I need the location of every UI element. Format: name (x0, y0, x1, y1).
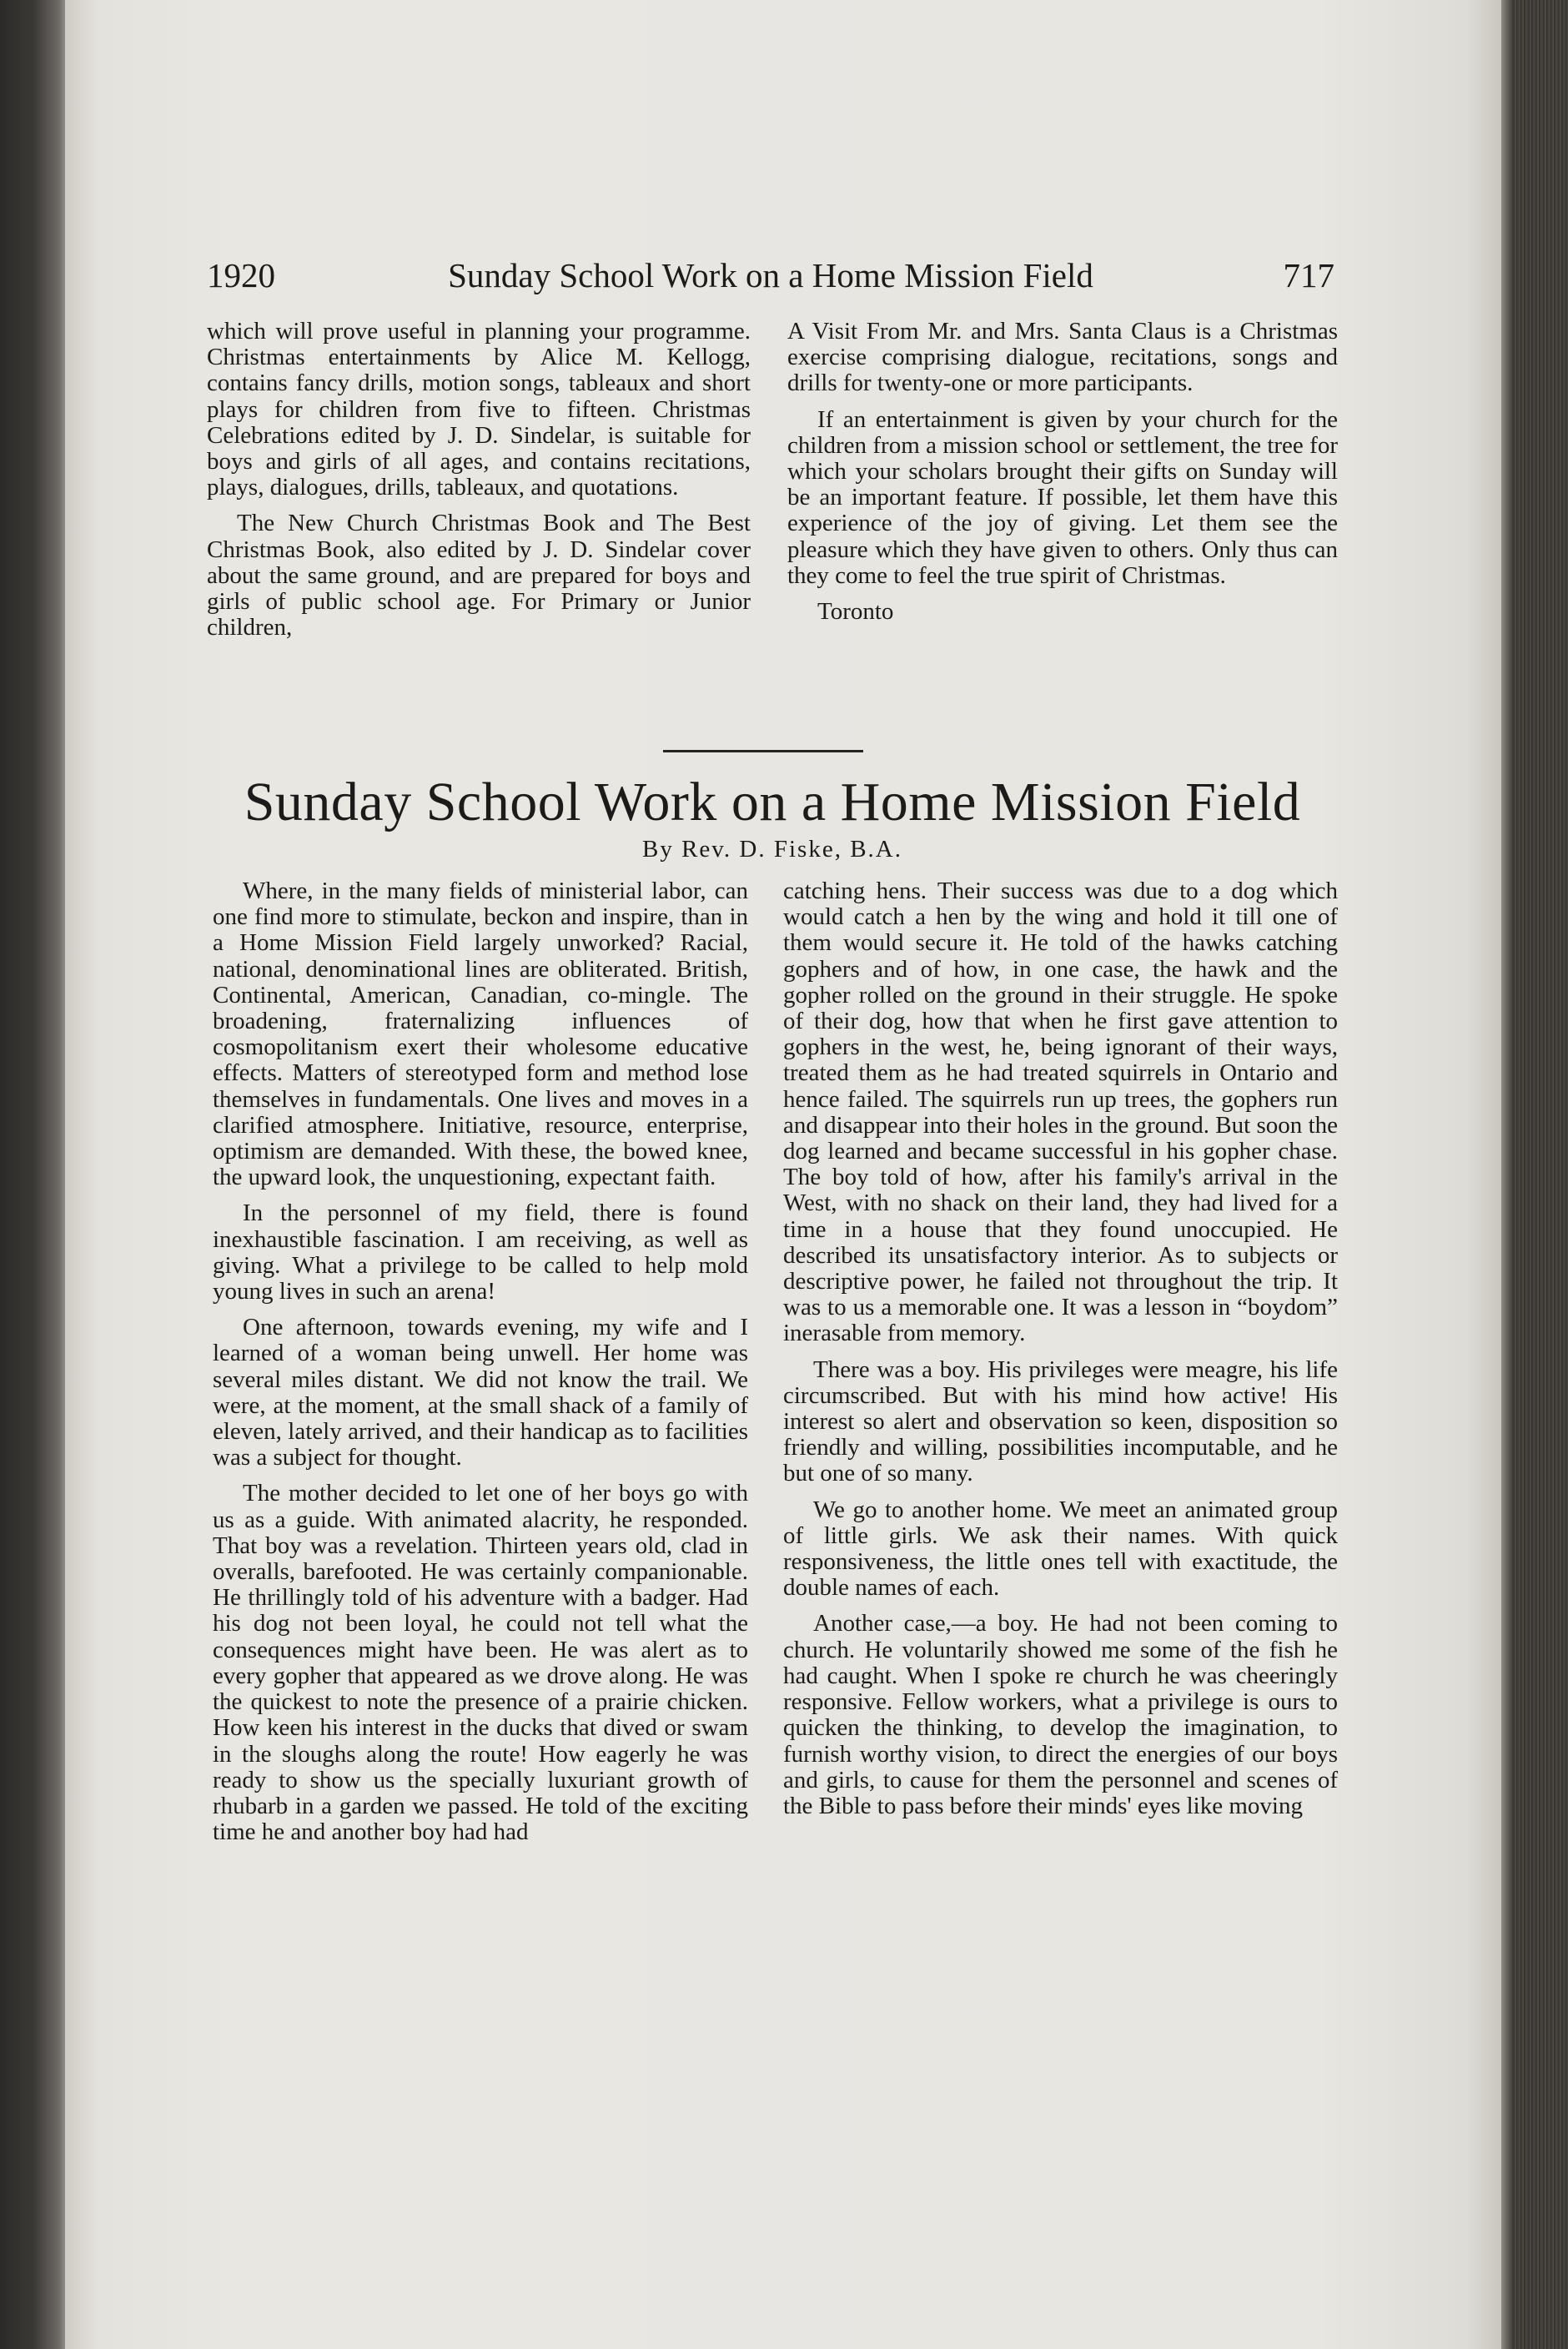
paragraph: Where, in the many fields of ministerial labor, can one find more to stimulate, beckon and inspire, than in a Home Mission Field largely unworked? Racial, national, denominational lines are obliterated. British, Continental, American, Canadian, co-mingle. The broadening, fraternalizing influences of cosmopolitanism exert their wholesome educative effects. Matters of stereotyped form and method lose themselves in fundamentals. One lives and moves in a clarified atmosphere. Initiative, resource, enterprise, optimism are demanded. With these, the bowed knee, the upward look, the unquestioning, expectant faith. (213, 878, 748, 1191)
book-binding-left (0, 0, 65, 2349)
signature-place: Toronto (817, 598, 894, 626)
paragraph: catching hens. Their success was due to a dog which would catch a hen by the wing and hold it till one of them would secure it. He told of the hawks catching gophers and of how, in one case, the hawk and the gopher rolled on the ground in their struggle. He spoke of their dog, how that when he first gave attention to gophers in the west, he, being ignorant of their ways, treated them as he had treated squirrels in Ontario and hence failed. The squirrels run up trees, the gophers run and disappear into their holes in the ground. But soon the dog learned and became successful in his gopher chase. The boy told of how, after his family's arrival in the West, with no shack on their land, they had lived for a time in a house that they found unoccupied. He described its unsatisfactory interior. As to subjects or descriptive power, he failed not throughout the trip. It was to us a memorable one. It was a lesson in “boydom” inerasable from memory. (783, 878, 1338, 1347)
article-byline: By Rev. D. Fiske, B.A. (642, 836, 902, 863)
paragraph: Another case,—a boy. He had not been coming to church. He voluntarily showed me some of the fish he had caught. When I spoke re church he was cheeringly responsive. Fellow workers, what a privilege is ours to quicken the thinking, to develop the imagination, to furnish worthy vision, to direct the energies of our boys and girls, to cause for them the personnel and scenes of the Bible to pass before their minds' eyes like moving (783, 1610, 1338, 1819)
paragraph: which will prove useful in planning your programme. Christmas entertainments by Alice M. Kellogg, contains fancy drills, motion songs, tableaux and short plays for children from five to fifteen. Christmas Celebrations edited by J. D. Sindelar, is suitable for boys and girls of all ages, and contains recitations, plays, dialogues, drills, tableaux, and quotations. (207, 318, 751, 501)
page-number: 717 (1283, 256, 1334, 294)
running-head-title: Sunday School Work on a Home Mission Field (448, 256, 1093, 294)
article-right-column (783, 878, 1338, 1829)
top-left-column (207, 319, 751, 651)
running-head (207, 250, 1334, 300)
article-left-column (213, 878, 748, 1855)
paragraph: In the personnel of my field, there is found inexhaustible fascination. I am receiving, as well as giving. What a privilege to be called to help mold young lives in such an arena! (213, 1200, 748, 1305)
paragraph: The mother decided to let one of her boys go with us as a guide. With animated alacrity, he responded. That boy was a revelation. Thirteen years old, clad in overalls, barefooted. He was certainly companionable. He thrillingly told of his adventure with a badger. Had his dog not been loyal, he could not tell what the consequences might have been. He was alert as to every gopher that appeared as we drove along. He was the quickest to note the presence of a prairie chicken. How keen his interest in the ducks that dived or swam in the sloughs along the route! How eagerly he was ready to show us the specially luxuriant growth of rhubarb in a garden we passed. He told of the exciting time he and another boy had had (213, 1480, 748, 1846)
top-right-column (787, 319, 1338, 635)
paragraph: The New Church Christmas Book and The Best Christmas Book, also edited by J. D. Sindelar cover about the same ground, and are prepared for boys and girls of public school age. For Primary or Junior children, (207, 510, 751, 641)
page-edges-right (1501, 0, 1568, 2349)
running-head-year: 1920 (207, 256, 275, 294)
paragraph: One afternoon, towards evening, my wife and I learned of a woman being unwell. Her home was several miles distant. We did not know the trail. We were, at the moment, at the small shack of a family of eleven, lately arrived, and their handicap as to facilities was a subject for thought. (213, 1314, 748, 1471)
paragraph: If an entertainment is given by your church for the children from a mission school or settlement, the tree for which your scholars brought their gifts on Sunday will be an important feature. If possible, let them have this experience of the joy of giving. Let them see the pleasure which they have given to others. Only thus can they come to feel the true spirit of Christmas. (787, 405, 1338, 589)
paragraph: There was a boy. His privileges were meagre, his life circumscribed. But with his mind how active! His interest so alert and observation so keen, disposition so friendly and willing, possibilities incomputable, and he but one of so many. (783, 1356, 1338, 1487)
paragraph: We go to another home. We meet an animated group of little girls. We ask their names. With quick responsiveness, the little ones tell with exactitude, the double names of each. (783, 1496, 1338, 1602)
paragraph: A Visit From Mr. and Mrs. Santa Claus is a Christmas exercise comprising dialogue, recitations, songs and drills for twenty-one or more participants. (787, 318, 1338, 397)
section-divider-rule (663, 750, 863, 752)
article-title: Sunday School Work on a Home Mission Field (244, 772, 1301, 832)
